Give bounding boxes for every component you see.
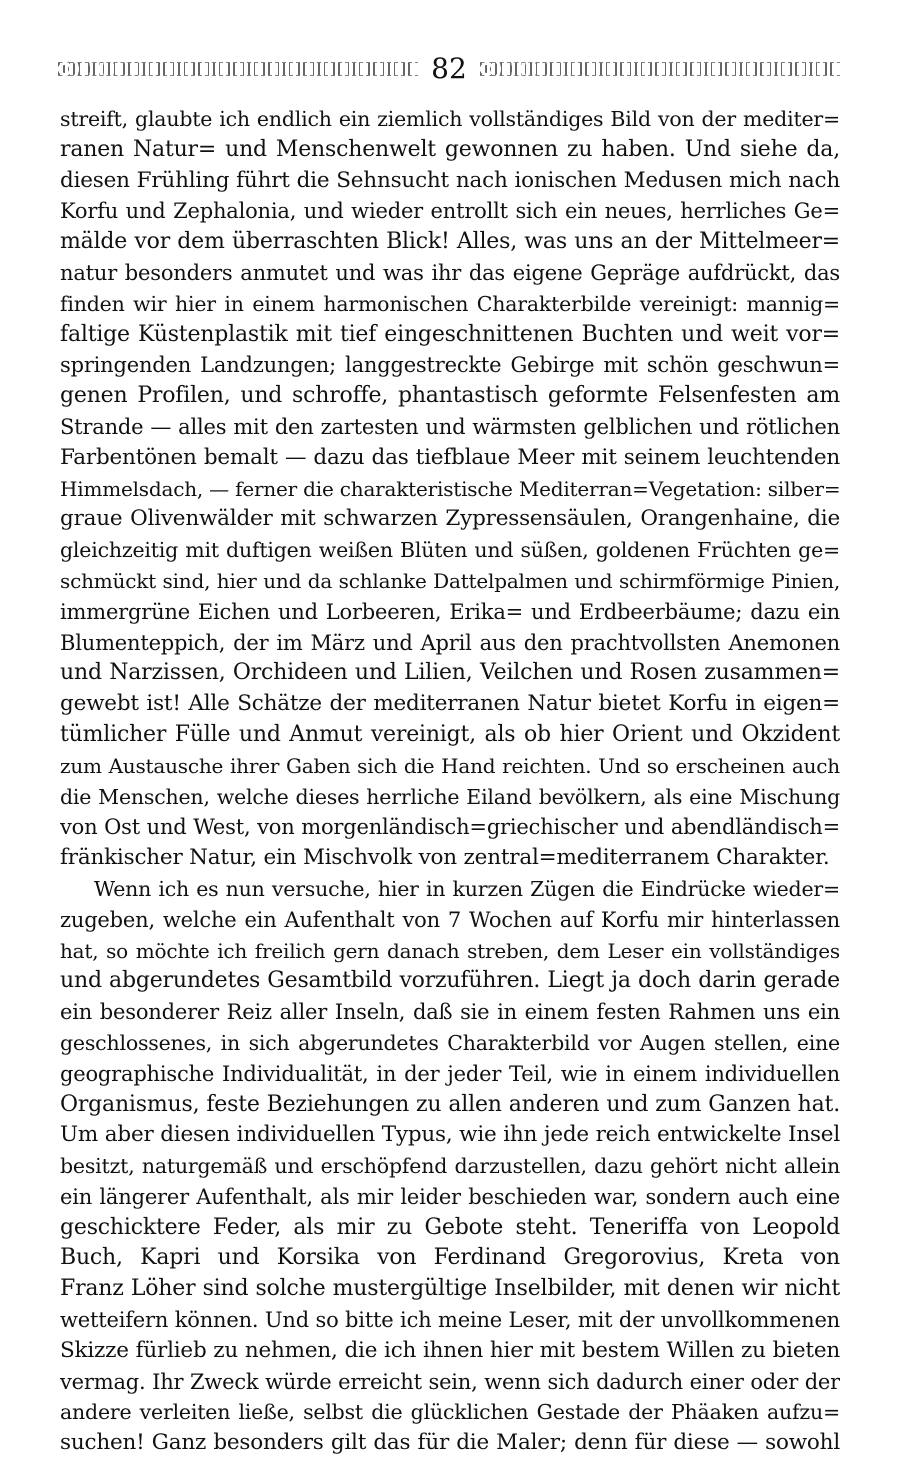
text-line: gewebt ist! Alle Schätze der mediterranen Natur bietet Korfu in eigen= — [60, 691, 840, 717]
paragraph-end-line: fränkischer Natur, ein Mischvolk von zentral=mediterranem Charakter. — [60, 845, 830, 871]
text-line: graue Olivenwälder mit schwarzen Zypressensäulen, Orangenhaine, die — [60, 506, 840, 532]
text-line: und Narzissen, Orchideen und Lilien, Veilchen und Rosen zusammen= — [60, 660, 840, 686]
text-line: Strande — alles mit den zartesten und wärmsten gelblichen und rötlichen — [60, 414, 840, 439]
text-line: springenden Landzungen; langgestreckte Gebirge mit schön geschwun= — [60, 353, 840, 378]
text-line: geschlossenes, in sich abgerundetes Charakterbild vor Augen stellen, eine — [60, 1030, 840, 1055]
text-line: und abgerundetes Gesamtbild vorzuführen. Liegt ja doch darin gerade — [60, 968, 840, 994]
text-line: ranen Natur= und Menschenwelt gewonnen zu haben. Und siehe da, — [60, 136, 840, 162]
text-line: ein besonderer Reiz aller Inseln, daß sie in einem festen Rahmen uns ein — [60, 1000, 840, 1025]
text-line: tümlicher Fülle und Anmut vereinigt, als ob hier Orient und Okzident — [60, 721, 840, 747]
text-line: Franz Löher sind solche mustergültige Inselbilder, mit denen wir nicht — [60, 1276, 840, 1302]
text-line: Skizze fürlieb zu nehmen, die ich ihnen hier mit bestem Willen zu bieten — [60, 1337, 840, 1363]
text-line: diesen Frühling führt die Sehnsucht nach ionischen Medusen mich nach — [60, 167, 840, 193]
text-line: besitzt, naturgemäß und erschöpfend darzustellen, dazu gehört nicht allein — [60, 1154, 840, 1179]
text-line: Organismus, feste Beziehungen zu allen anderen und zum Ganzen hat. — [60, 1091, 840, 1117]
text-line: andere verleiten ließe, selbst die glücklichen Gestade der Phäaken aufzu= — [60, 1400, 840, 1425]
text-line: genen Profilen, und schroffe, phantastisch geformte Felsenfesten am — [60, 383, 840, 409]
text-line: hat, so möchte ich freilich gern danach streben, dem Leser ein vollständiges — [60, 938, 840, 963]
text-line: streift, glaubte ich endlich ein ziemlich vollständiges Bild von der mediter= — [60, 107, 840, 131]
text-line: Blumenteppich, der im März und April aus den prachtvollsten Anemonen — [60, 630, 840, 655]
text-line: schmückt sind, hier und da schlanke Dattelpalmen und schirmförmige Pinien, — [60, 568, 840, 593]
text-line: wetteifern können. Und so bitte ich meine Leser, mit der unvollkommenen — [60, 1308, 840, 1333]
body-text — [60, 104, 840, 1459]
text-line: Um aber diesen individuellen Typus, wie ihn jede reich entwickelte Insel — [60, 1122, 840, 1148]
text-line: Korfu und Zephalonia, und wieder entrollt sich ein neues, herrliches Ge= — [60, 199, 840, 224]
text-line: Buch, Kapri und Korsika von Ferdinand Gregorovius, Kreta von — [60, 1245, 840, 1271]
text-line: immergrüne Eichen und Lorbeeren, Erika= und Erdbeerbäume; dazu ein — [60, 599, 840, 624]
text-line: vermag. Ihr Zweck würde erreicht sein, wenn sich dadurch einer oder der — [60, 1369, 840, 1394]
text-line: gleichzeitig mit duftigen weißen Blüten und süßen, goldenen Früchten ge= — [60, 538, 840, 563]
text-line: natur besonders anmutet und was ihr das eigene Gepräge aufdrückt, das — [60, 260, 840, 285]
paragraph-start-line: Wenn ich es nun versuche, hier in kurzen Zügen die Eindrücke wieder= — [94, 876, 840, 901]
text-line: faltige Küstenplastik mit tief eingeschnittenen Buchten und weit vor= — [60, 321, 840, 347]
text-line: die Menschen, welche dieses herrliche Eiland bevölkern, als eine Mischung — [60, 784, 840, 809]
text-line: geographische Individualität, in der jeder Teil, wie in einem individuellen — [60, 1061, 840, 1086]
text-line: ein längerer Aufenthalt, als mir leider beschieden war, sondern auch eine — [60, 1184, 840, 1209]
right-ornament-rule — [480, 62, 840, 76]
text-line: suchen! Ganz besonders gilt das für die Maler; denn für diese — sowohl — [60, 1430, 840, 1456]
text-line: mälde vor dem überraschten Blick! Alles, was uns an der Mittelmeer= — [60, 229, 840, 255]
left-ornament-rule — [58, 62, 418, 76]
page-number: 82 — [431, 52, 467, 85]
text-line: Himmelsdach, — ferner die charakteristische Mediterran=Vegetation: silber= — [60, 476, 840, 501]
text-line: Farbentönen bemalt — dazu das tiefblaue Meer mit seinem leuchtenden — [60, 444, 840, 470]
text-line: finden wir hier in einem harmonischen Charakterbilde vereinigt: mannig= — [60, 291, 840, 316]
text-line: zugeben, welche ein Aufenthalt von 7 Wochen auf Korfu mir hinterlassen — [60, 907, 840, 932]
page-header — [58, 52, 840, 86]
text-line: zum Austausche ihrer Gaben sich die Hand reichten. Und so erscheinen auch — [60, 753, 840, 778]
text-line: geschicktere Feder, als mir zu Gebote steht. Teneriffa von Leopold — [60, 1214, 840, 1240]
text-line: von Ost und West, von morgenländisch=griechischer und abendländisch= — [60, 815, 840, 840]
